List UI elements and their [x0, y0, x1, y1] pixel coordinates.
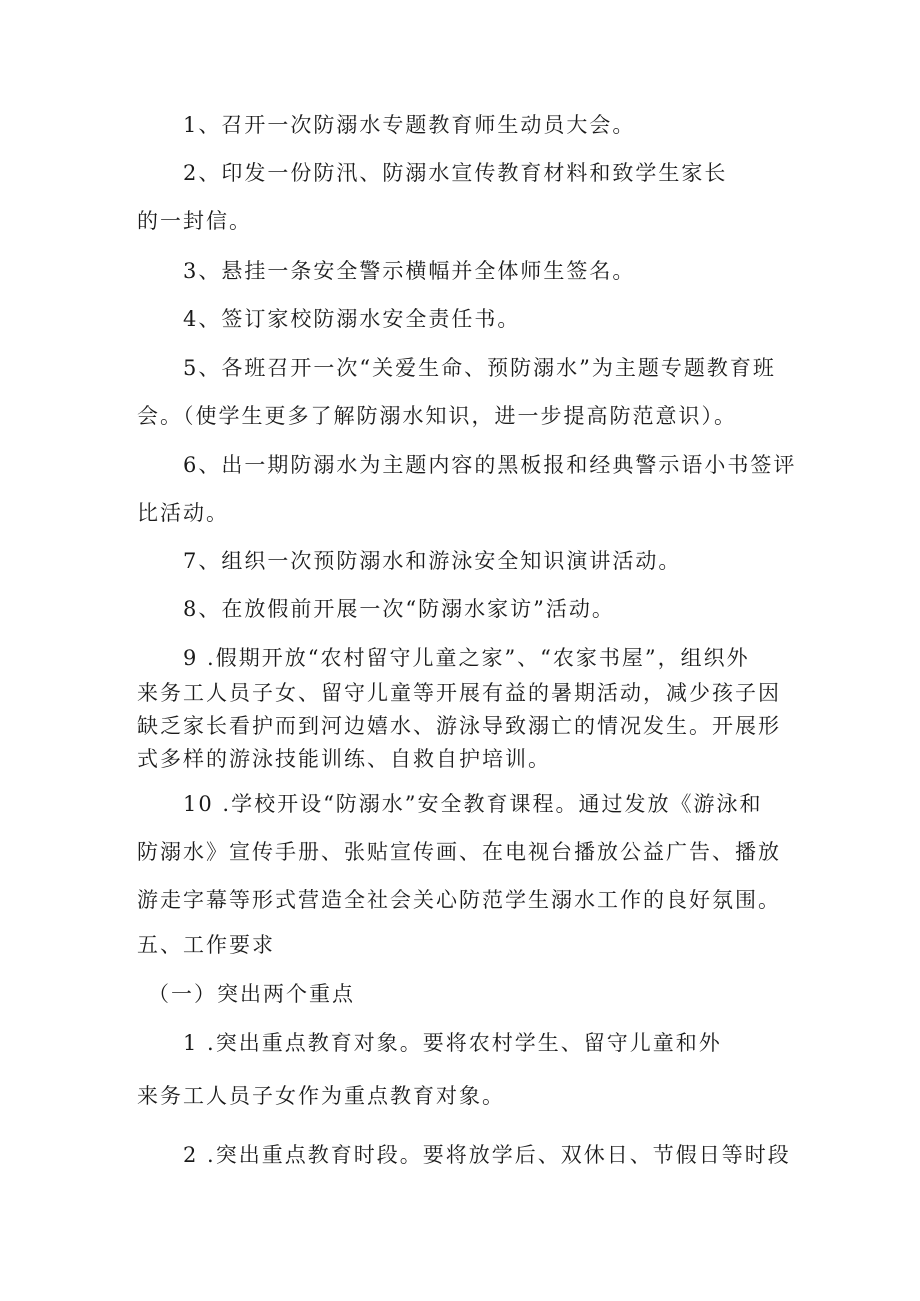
text-line: 缺乏家长看护而到河边嬉水、游泳导致溺亡的情况发生。开展形	[137, 714, 781, 738]
text-line: 游走字幕等形式营造全社会关心防范学生溺水工作的良好氛围。	[137, 888, 781, 912]
text-line: 2、印发一份防汛、防溺水宣传教育材料和致学生家长	[183, 161, 728, 185]
text-line: 来务工人员子女、留守儿童等开展有益的暑期活动，减少孩子因	[137, 681, 781, 705]
text-line: 2 .突出重点教育时段。要将放学后、双休日、节假日等时段	[183, 1143, 791, 1167]
text-line: 式多样的游泳技能训练、自救自护培训。	[137, 747, 551, 771]
text-line: 比活动。	[137, 501, 229, 525]
text-line: 的一封信。	[137, 209, 252, 233]
text-line: 8、在放假前开展一次“防溺水家访”活动。	[183, 597, 615, 621]
text-line: 10 .学校开设“防溺水”安全教育课程。通过发放《游泳和	[183, 792, 763, 816]
text-line: 1、召开一次防溺水专题教育师生动员大会。	[183, 113, 636, 137]
section-heading: 五、工作要求	[137, 933, 275, 957]
text-line: 5、各班召开一次“关爱生命、预防溺水”为主题专题教育班	[183, 356, 776, 380]
text-line: 6、出一期防溺水为主题内容的黑板报和经典警示语小书签评	[183, 453, 797, 477]
text-line: 1 .突出重点教育对象。要将农村学生、留守儿童和外	[183, 1031, 722, 1055]
text-line: 来务工人员子女作为重点教育对象。	[137, 1084, 505, 1108]
subsection-heading: （一）突出两个重点	[148, 982, 355, 1006]
text-line: 防溺水》宣传手册、张贴宣传画、在电视台播放公益广告、播放	[137, 840, 781, 864]
text-line: 7、组织一次预防溺水和游泳安全知识演讲活动。	[183, 549, 682, 573]
text-line: 会。（使学生更多了解防溺水知识，进一步提高防范意识）。	[137, 404, 737, 428]
text-line: 9 .假期开放“农村留守儿童之家”、“农家书屋”，组织外	[183, 646, 750, 670]
text-line: 3、悬挂一条安全警示横幅并全体师生签名。	[183, 259, 636, 283]
text-line: 4、签订家校防溺水安全责任书。	[183, 307, 521, 331]
